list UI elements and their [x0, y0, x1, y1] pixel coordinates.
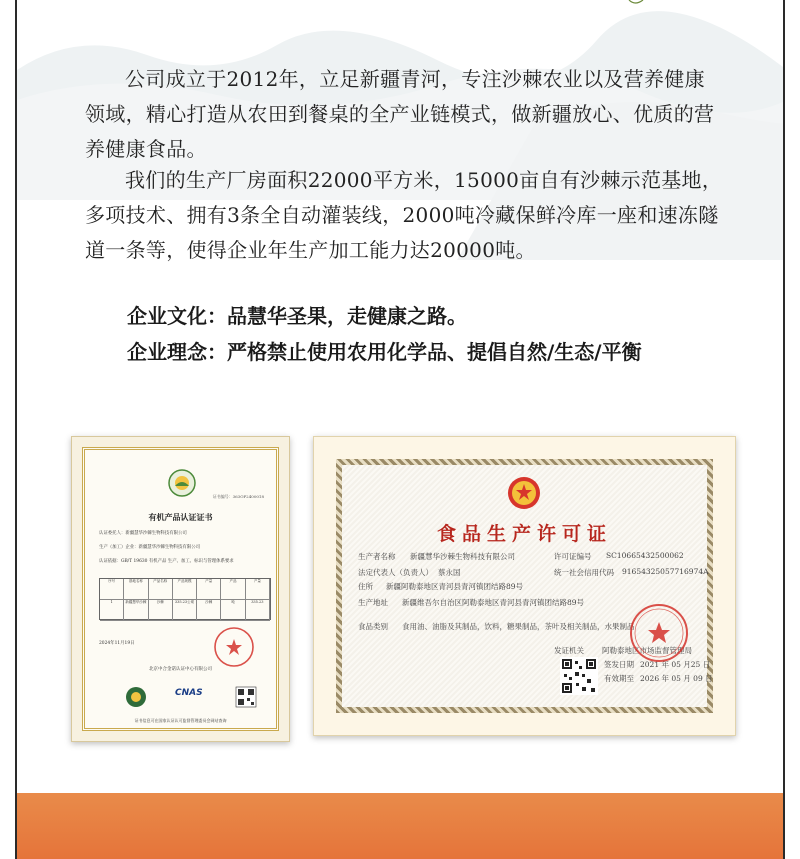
- table-cell: 335.23公顷: [173, 600, 197, 620]
- organic-cert-number: 证书编号：363OP2400018: [212, 494, 264, 499]
- legal-rep-value: 蔡永国: [438, 568, 461, 577]
- organic-cert-title: 有机产品认证证书: [148, 512, 213, 522]
- credit-code-label: 统一社会信用代码: [554, 568, 614, 577]
- residence-label: 住所: [358, 582, 373, 591]
- qr-code-icon: [235, 686, 257, 708]
- issue-date-value: 2021 年 05 月25 日: [640, 660, 711, 669]
- license-title: 食品生产许可证: [436, 523, 612, 545]
- license-no-value: SC10665432500062: [606, 551, 684, 560]
- valid-date-label: 有效期至: [604, 674, 634, 683]
- cnas-logo: CNAS: [175, 688, 203, 698]
- category-label: 食品类别: [358, 622, 388, 631]
- address-label: 生产地址: [358, 598, 388, 607]
- credit-code-value: 91654325057716974A: [622, 567, 709, 576]
- table-header-cell: 基地名称: [124, 579, 148, 599]
- category-value: 食用油、油脂及其制品，饮料，糖果制品，茶叶及相关制品，水果制品: [402, 622, 635, 631]
- license-no-label: 许可证编号: [554, 552, 592, 561]
- organic-cert-table: [99, 578, 271, 620]
- table-cell: 335.23: [246, 600, 270, 620]
- organic-certificate-border: [82, 447, 279, 731]
- producer-label: 生产者名称: [358, 552, 396, 561]
- content-panel: [15, 0, 785, 859]
- legal-rep-label: 法定代表人（负责人）: [358, 568, 433, 577]
- table-row: [100, 600, 270, 621]
- table-cell: 吨: [221, 600, 245, 620]
- red-seal-stamp-icon: [213, 626, 255, 668]
- organic-cert-footer: 证书信息可在国家认证认可监督管理委员会网站查询: [134, 718, 227, 723]
- organic-cert-issue-date: 2024年11月19日: [99, 641, 135, 646]
- official-seal-icon: [628, 602, 690, 664]
- table-header-cell: 产量: [197, 579, 221, 599]
- table-cell: 新疆慧华沙棘: [124, 600, 148, 620]
- table-header-cell: 产品规模: [173, 579, 197, 599]
- table-header-cell: 序号: [100, 579, 124, 599]
- certification-logo-icon: [125, 686, 147, 708]
- table-header-cell: 产品名称: [149, 579, 173, 599]
- table-header-row: [100, 579, 270, 600]
- issue-date-label: 签发日期: [604, 660, 634, 669]
- table-header-cell: 产品: [221, 579, 245, 599]
- issuer-label: 发证机关: [554, 646, 584, 655]
- table-cell: 沙棘: [197, 600, 221, 620]
- organic-certificate: [71, 436, 290, 742]
- organic-cert-client: 认证委托人：新疆慧华沙棘生物科技有限公司: [99, 531, 187, 536]
- enterprise-culture: 企业文化：品慧华圣果，走健康之路。: [127, 304, 467, 328]
- table-cell: 沙棘: [149, 600, 173, 620]
- address-value: 新疆维吾尔自治区阿勒泰地区青河县青河镇团结路89号: [402, 598, 585, 607]
- organic-cert-scope: 认证依据：GB/T 19630 有机产品 生产、加工、标识与管理体系要求: [99, 559, 234, 564]
- food-production-license: [313, 436, 736, 736]
- table-header-cell: 产量: [246, 579, 270, 599]
- orange-footer-band: [17, 793, 785, 859]
- intro-paragraph-2: 我们的生产厂房面积22000平方米，15000亩自有沙棘示范基地，多项技术、拥有3条全自动灌装线，2000吨冷藏保鲜冷库一座和速冻隧道一条等，使得企业年生产加工能力达20000吨。: [85, 168, 723, 262]
- national-emblem-icon: [506, 475, 542, 511]
- license-qr-code-icon: [560, 657, 598, 695]
- organic-cert-org: 北京中合金诺认证中心有限公司: [149, 667, 212, 672]
- issuer-value: 阿勒泰地区市场监督管理局: [602, 646, 692, 655]
- enterprise-philosophy: 企业理念：严格禁止使用农用化学品、提倡自然/生态/平衡: [127, 340, 642, 364]
- intro-paragraph-1: 公司成立于2012年，立足新疆青河，专注沙棘农业以及营养健康领域，精心打造从农田到餐桌的全产业链模式，做新疆放心、优质的营养健康食品。: [85, 67, 715, 161]
- table-cell: 1: [100, 600, 124, 620]
- valid-date-value: 2026 年 05 月 09 日: [640, 674, 713, 683]
- organic-cert-producer: 生产（加工）企业：新疆慧华沙棘生物科技有限公司: [99, 545, 200, 550]
- residence-value: 新疆阿勒泰地区青河县青河镇团结路89号: [386, 582, 524, 591]
- producer-value: 新疆慧华沙棘生物科技有限公司: [410, 552, 515, 561]
- organic-logo-icon: [167, 468, 197, 498]
